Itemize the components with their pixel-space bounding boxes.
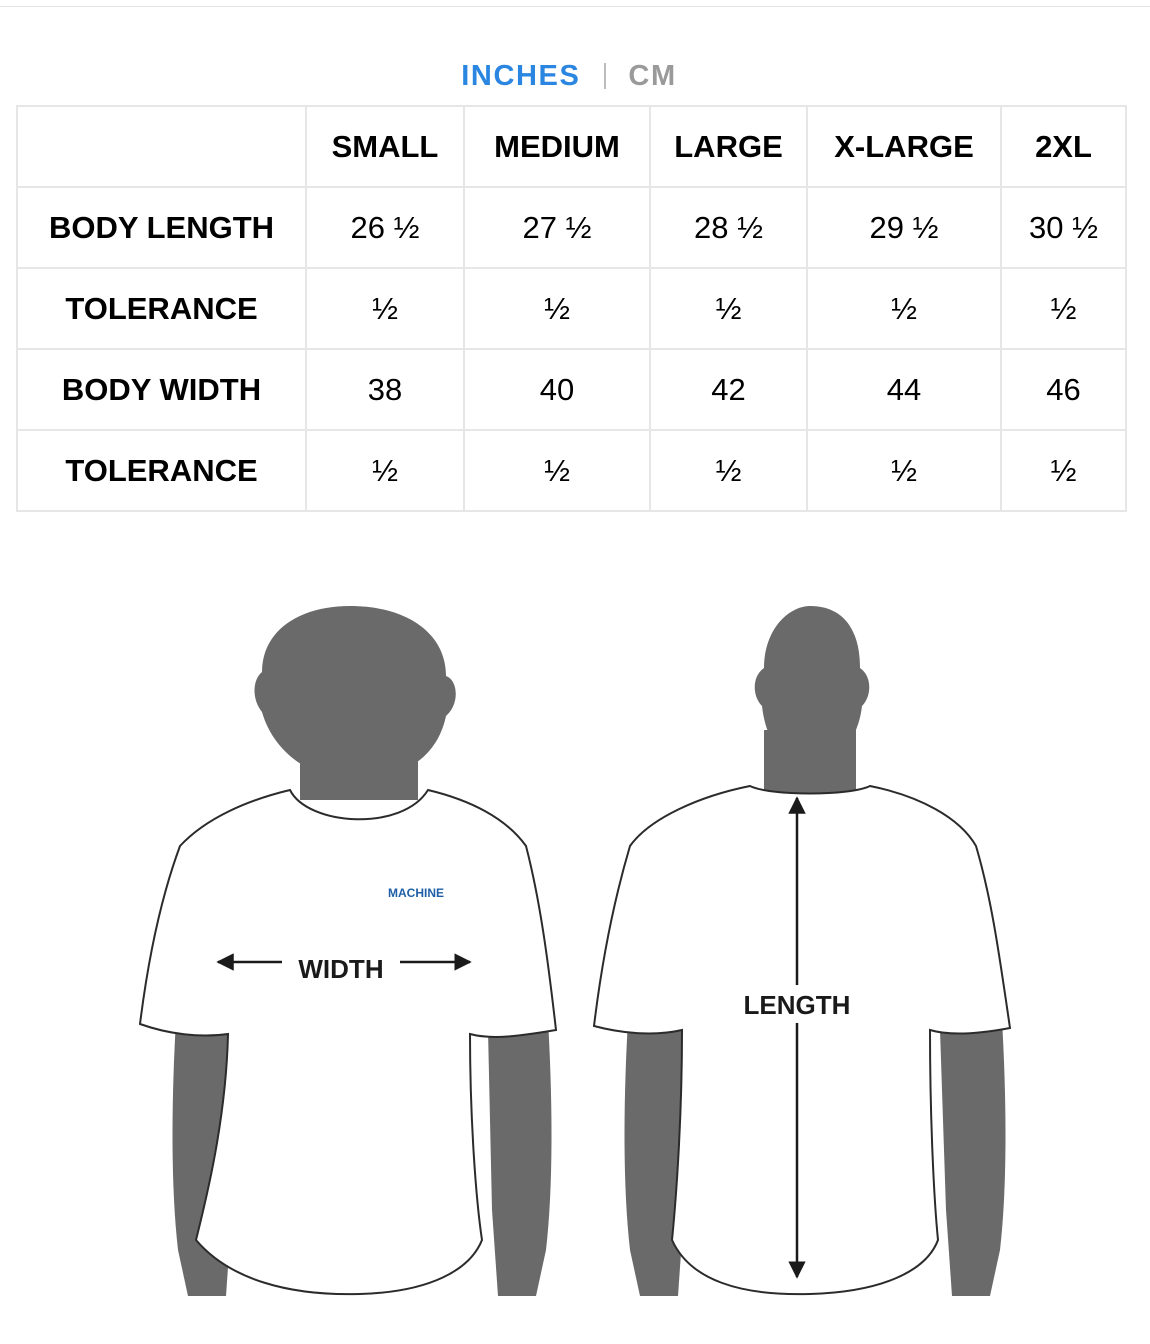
size-header: X-LARGE bbox=[807, 106, 1001, 187]
table-cell: ½ bbox=[807, 430, 1001, 511]
table-cell: ½ bbox=[650, 430, 807, 511]
table-cell: ½ bbox=[807, 268, 1001, 349]
table-cell: 28 ½ bbox=[650, 187, 807, 268]
table-cell: ½ bbox=[1001, 268, 1126, 349]
unit-cm-option[interactable]: CM bbox=[628, 60, 677, 93]
table-cell: ½ bbox=[306, 430, 464, 511]
front-head bbox=[255, 606, 456, 793]
table-cell: 38 bbox=[306, 349, 464, 430]
size-header: 2XL bbox=[1001, 106, 1126, 187]
table-cell: ½ bbox=[464, 268, 650, 349]
table-cell: 40 bbox=[464, 349, 650, 430]
front-right-arm bbox=[488, 1020, 552, 1296]
machine-logo: MACHINE bbox=[388, 886, 444, 900]
unit-inches-option[interactable]: INCHES bbox=[461, 60, 581, 93]
table-cell: ½ bbox=[1001, 430, 1126, 511]
row-label: BODY LENGTH bbox=[17, 187, 306, 268]
table-cell: 46 bbox=[1001, 349, 1126, 430]
table-cell: 29 ½ bbox=[807, 187, 1001, 268]
table-cell: 44 bbox=[807, 349, 1001, 430]
table-cell: 30 ½ bbox=[1001, 187, 1126, 268]
back-right-arm bbox=[940, 1020, 1006, 1296]
size-header: SMALL bbox=[306, 106, 464, 187]
row-label: TOLERANCE bbox=[17, 430, 306, 511]
front-figure bbox=[140, 606, 556, 1296]
table-cell: 27 ½ bbox=[464, 187, 650, 268]
back-figure bbox=[594, 606, 1010, 1296]
table-cell: ½ bbox=[650, 268, 807, 349]
length-label: LENGTH bbox=[743, 990, 851, 1020]
table-cell: 42 bbox=[650, 349, 807, 430]
width-label: WIDTH bbox=[298, 954, 384, 984]
row-label: BODY WIDTH bbox=[17, 349, 306, 430]
size-header: MEDIUM bbox=[464, 106, 650, 187]
row-label: TOLERANCE bbox=[17, 268, 306, 349]
table-cell: 26 ½ bbox=[306, 187, 464, 268]
size-header: LARGE bbox=[650, 106, 807, 187]
table-cell: ½ bbox=[306, 268, 464, 349]
table-cell: ½ bbox=[464, 430, 650, 511]
